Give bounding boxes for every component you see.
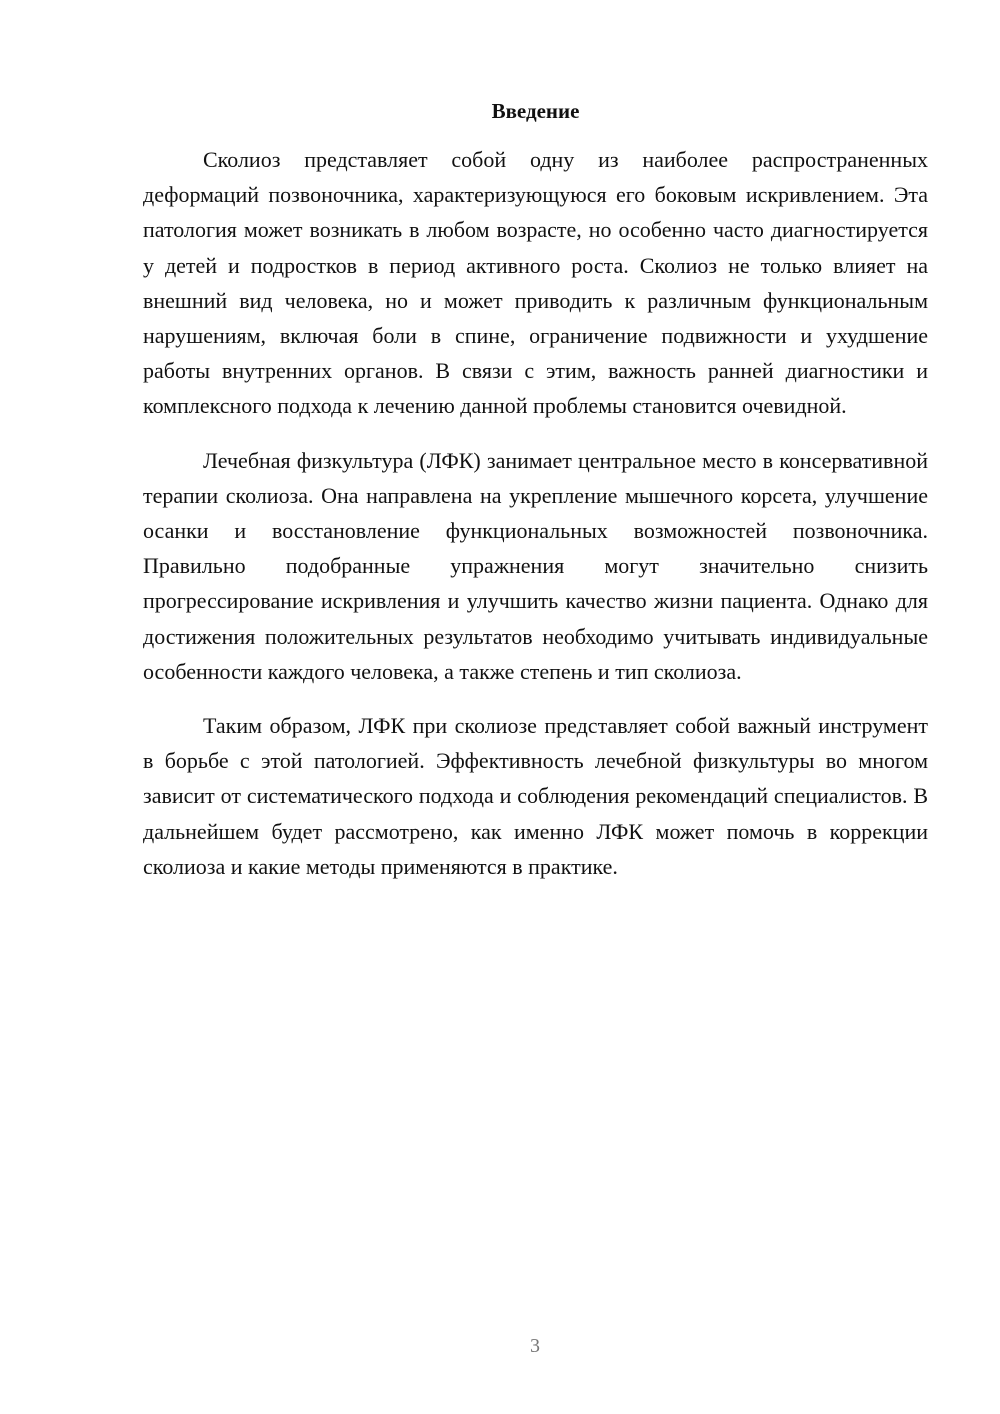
page-number: 3 [530, 1335, 540, 1357]
paragraph-1: Сколиоз представляет собой одну из наиболее распространенных деформаций позвоночника, характеризующуюся его боковым искривлением. Эта патология может возникать в любом возрасте, но особенно часто диагностируется у детей и подростков в период активного роста. Сколиоз не только влияет на внешний вид человека, но и может приводить к различным функциональным нарушениям, включая боли в спине, ограничение подвижности и ухудшение работы внутренних органов. В связи с этим, важность ранней диагностики и комплексного подхода к лечению данной проблемы становится очевидной. [143, 147, 928, 419]
section-title: Введение [491, 99, 580, 123]
paragraph-2: Лечебная физкультура (ЛФК) занимает центральное место в консервативной терапии сколиоза. Она направлена на укрепление мышечного корсета, улучшение осанки и восстановление функциональных возможностей позвоночника. Правильно подобранные упражнения могут значительно снизить прогрессирование искривления и улучшить качество жизни пациента. Однако для достижения положительных результатов необходимо учитывать индивидуальные особенности каждого человека, а также степень и тип сколиоза. [143, 447, 928, 684]
body-text [143, 142, 928, 903]
paragraph-3: Таким образом, ЛФК при сколиозе представляет собой важный инструмент в борьбе с этой патологией. Эффективность лечебной физкультуры во многом зависит от систематического подхода и соблюдения рекомендаций специалистов. В дальнейшем будет рассмотрено, как именно ЛФК может помочь в коррекции сколиоза и какие методы применяются в практике. [143, 713, 928, 879]
